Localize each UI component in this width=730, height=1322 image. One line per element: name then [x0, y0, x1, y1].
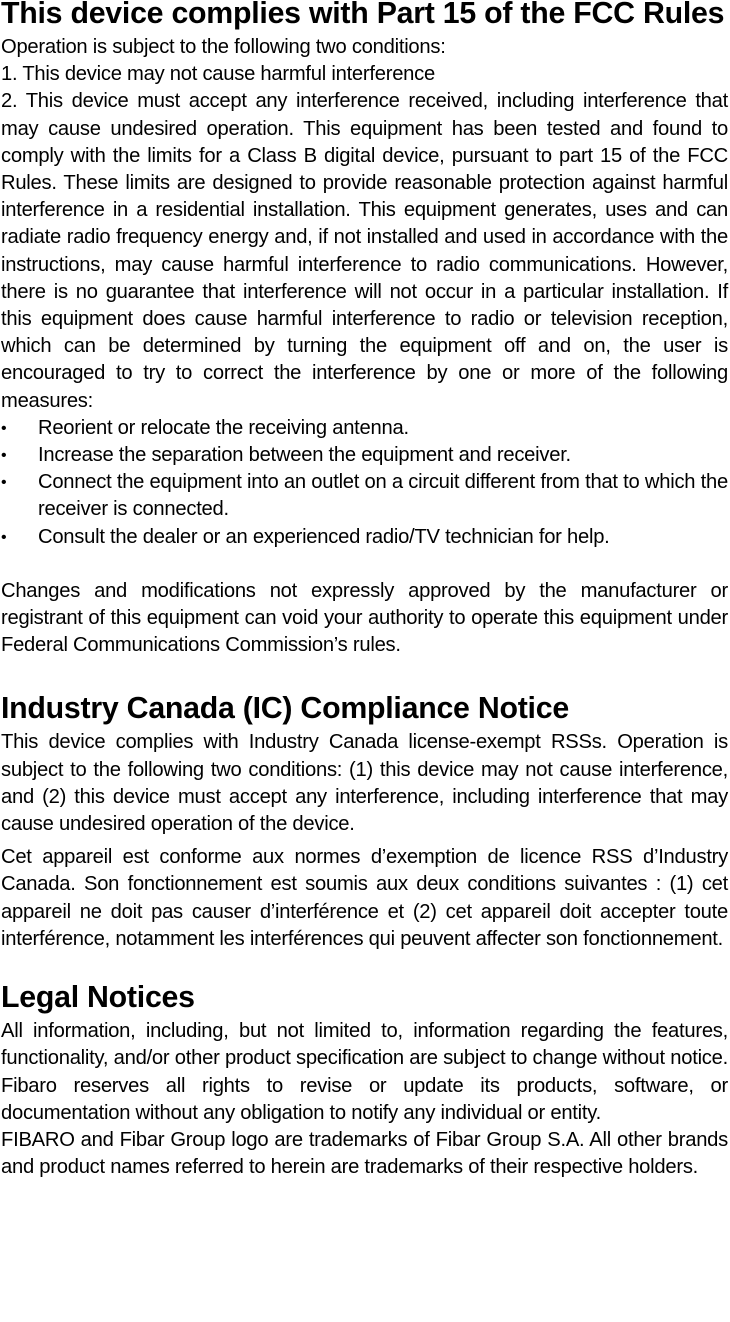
- fcc-section: [1, 0, 728, 659]
- ic-section: [1, 692, 728, 953]
- list-item: • Increase the separation between the equipment and receiver.: [1, 442, 728, 469]
- fcc-measures-list: [1, 415, 728, 551]
- legal-information: All information, including, but not limited to, information regarding the features, functionality, and/or other product specification are subject to change without notice. Fibaro reserves all rights to revise or update its products, software, or documentation without any obligation to notify any individual or entity.: [1, 1020, 728, 1124]
- list-item: • Connect the equipment into an outlet on a circuit different from that to which the receiver is connected.: [1, 469, 728, 523]
- ic-french-notice: Cet appareil est conforme aux normes d’exemption de licence RSS d’Industry Canada. Son fonctionnement est soumis aux deux conditions suivantes : (1) cet appareil ne doit pas causer d’interférence et (2) cet appareil doit accepter toute interférence, notamment les interférences qui peuvent affecter son fonctionnement.: [1, 846, 728, 950]
- fcc-condition-1: 1. This device may not cause harmful interference: [1, 63, 435, 86]
- fcc-condition-2: 2. This device must accept any interference received, including interference that may cause undesired operation. This equipment has been tested and found to comply with the limits for a Class B digital device, pursuant to part 15 of the FCC Rules. These limits are designed to provide reasonable protection against harmful interference in a residential installation. This equipment generates, uses and can radiate radio frequency energy and, if not installed and used in accordance with the instructions, may cause harmful interference to radio communications. However, there is no guarantee that interference will not occur in a particular installation. If this equipment does cause harmful interference to radio or television reception, which can be determined by turning the equipment off and on, the user is encouraged to try to correct the interference by one or more of the following measures:: [1, 90, 728, 412]
- legal-heading: Legal Notices: [1, 981, 195, 1015]
- legal-section: [1, 981, 728, 1181]
- ic-english-notice: This device complies with Industry Canada license-exempt RSSs. Operation is subject to the following two conditions: (1) this device may not cause interference, and (2) this device must accept any interference, including interference that may cause undesired operation of the device.: [1, 731, 728, 836]
- fcc-changes: Changes and modifications not expressly approved by the manufacturer or registrant of this equipment can void your authority to operate this equipment under Federal Communications Commission’s rules.: [1, 579, 728, 657]
- fcc-heading: This device complies with Part 15 of the FCC Rules: [1, 0, 725, 30]
- list-item: • Reorient or relocate the receiving antenna.: [1, 415, 728, 442]
- legal-trademarks: FIBARO and Fibar Group logo are trademarks of Fibar Group S.A. All other brands and product names referred to herein are trademarks of their respective holders.: [1, 1128, 728, 1179]
- list-item: • Consult the dealer or an experienced radio/TV technician for help.: [1, 524, 728, 551]
- fcc-intro: Operation is subject to the following two conditions:: [1, 36, 446, 58]
- ic-heading: Industry Canada (IC) Compliance Notice: [1, 692, 569, 726]
